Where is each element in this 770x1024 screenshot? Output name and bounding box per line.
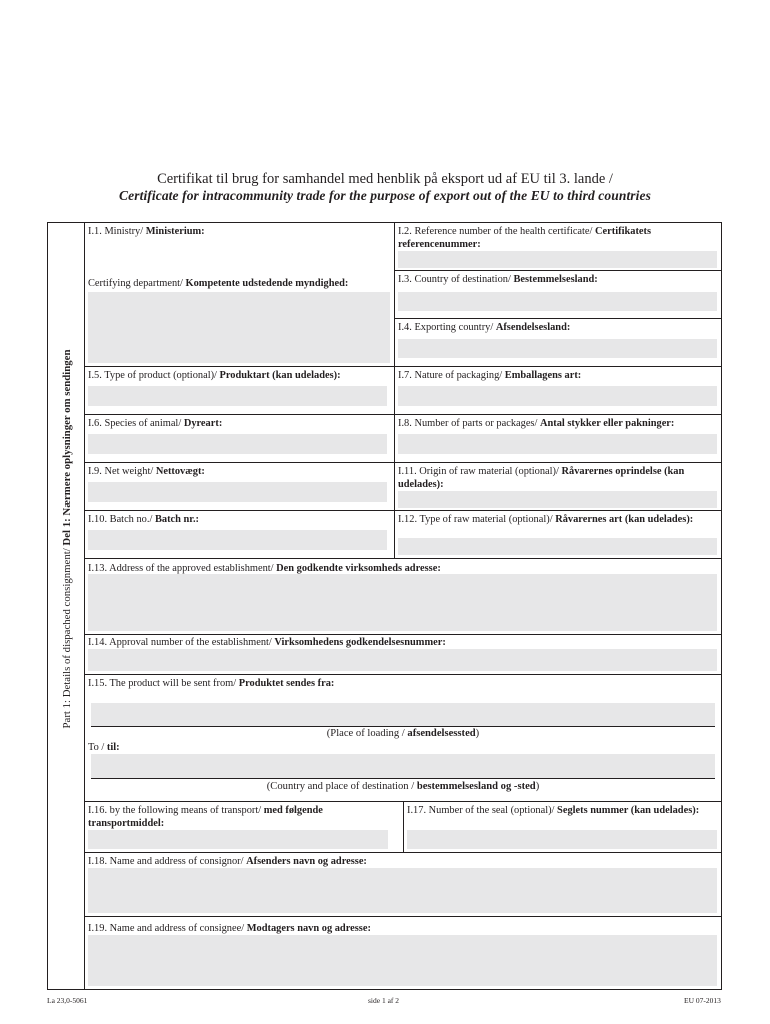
field-i17-seal-number[interactable] xyxy=(407,830,717,849)
field-i5-type-of-product[interactable] xyxy=(88,386,387,406)
label-en: I.4. Exporting country/ xyxy=(398,322,496,333)
part-divider xyxy=(84,222,85,990)
part1-side-label xyxy=(57,342,77,736)
label-da: med følgende transportmiddel: xyxy=(88,805,323,829)
label-en: To / xyxy=(88,742,107,753)
label-i17 xyxy=(407,804,717,817)
caption-end: ) xyxy=(535,781,540,792)
label-i5 xyxy=(88,369,341,382)
label-en: I.1. Ministry/ xyxy=(88,226,146,237)
label-en: I.9. Net weight/ xyxy=(88,466,156,477)
label-da: Afsendelsesland: xyxy=(495,322,571,333)
label-da: Kompetente udstedende myndighed: xyxy=(185,278,349,289)
field-i16-means-of-transport[interactable] xyxy=(88,830,388,849)
label-en: Certifying department/ xyxy=(88,278,186,289)
label-da: til: xyxy=(106,742,120,753)
frame-right xyxy=(721,222,722,990)
label-da: Modtagers navn og adresse: xyxy=(246,923,371,934)
field-i9-net-weight[interactable] xyxy=(88,482,387,502)
row-sep xyxy=(84,510,722,511)
label-da: Antal stykker eller pakninger: xyxy=(539,418,675,429)
label-da: Certifikatets referencenummer: xyxy=(398,226,652,250)
label-en: I.12. Type of raw material (optional)/ xyxy=(398,514,556,525)
field-i11-origin-raw-material[interactable] xyxy=(398,491,717,508)
field-i18-consignor[interactable] xyxy=(88,868,717,913)
label-da: Virksomhedens godkendelsesnummer: xyxy=(274,637,446,648)
row-sep xyxy=(394,318,722,319)
row-sep xyxy=(84,634,722,635)
label-da: Nettovægt: xyxy=(155,466,205,477)
field-i7-nature-of-packaging[interactable] xyxy=(398,386,717,406)
label-i8 xyxy=(398,417,674,430)
row-sep xyxy=(84,916,722,917)
caption-place-of-loading xyxy=(91,728,715,739)
label-i7 xyxy=(398,369,581,382)
label-en: I.13. Address of the approved establishment/ xyxy=(88,563,277,574)
field-i10-batch-no[interactable] xyxy=(88,530,387,550)
field-i2-reference-number[interactable] xyxy=(398,251,717,268)
field-i4-exporting-country[interactable] xyxy=(398,339,717,358)
caption-da: afsendelsessted xyxy=(407,728,476,739)
label-da: Afsenders navn og adresse: xyxy=(246,856,367,867)
label-da: Batch nr.: xyxy=(154,514,200,525)
label-en: I.15. The product will be sent from/ xyxy=(88,678,239,689)
caption-en: (Place of loading / xyxy=(326,728,408,739)
underline-destination xyxy=(91,778,715,779)
label-da: Produktart (kan udelades): xyxy=(219,370,341,381)
label-to xyxy=(88,741,120,754)
row-sep xyxy=(84,366,722,367)
row-sep xyxy=(84,414,722,415)
label-en: I.18. Name and address of consignor/ xyxy=(88,856,247,867)
label-da: Dyreart: xyxy=(183,418,223,429)
caption-da: bestemmelsesland og -sted xyxy=(416,781,536,792)
label-da: Produktet sendes fra: xyxy=(238,678,335,689)
field-i12-type-raw-material[interactable] xyxy=(398,538,717,555)
caption-destination xyxy=(91,781,715,792)
row-sep xyxy=(84,558,722,559)
label-i1 xyxy=(88,225,205,238)
field-certifying-dept[interactable] xyxy=(88,292,390,363)
label-en: I.6. Species of animal/ xyxy=(88,418,184,429)
label-en: I.10. Batch no./ xyxy=(88,514,155,525)
label-da: Bestemmelsesland: xyxy=(513,274,598,285)
label-i6 xyxy=(88,417,222,430)
row-sep xyxy=(84,462,722,463)
label-en: I.2. Reference number of the health certificate/ xyxy=(398,226,596,237)
label-i3 xyxy=(398,273,598,286)
label-en: I.3. Country of destination/ xyxy=(398,274,514,285)
title-english: Certificate for intracommunity trade for the purpose of export out of the EU to third countries xyxy=(119,188,651,203)
label-i10 xyxy=(88,513,199,526)
label-en: I.8. Number of parts or packages/ xyxy=(398,418,540,429)
label-en: I.11. Origin of raw material (optional)/ xyxy=(398,466,562,477)
label-da: Den godkendte virksomheds adresse: xyxy=(276,563,441,574)
label-i2 xyxy=(398,225,716,251)
label-i16 xyxy=(88,804,388,830)
frame-bottom xyxy=(47,989,722,990)
field-i14-approval-number[interactable] xyxy=(88,649,717,671)
label-i12 xyxy=(398,513,716,526)
label-en: I.5. Type of product (optional)/ xyxy=(88,370,220,381)
field-i6-species-of-animal[interactable] xyxy=(88,434,387,454)
label-en: I.7. Nature of packaging/ xyxy=(398,370,505,381)
label-en: I.17. Number of the seal (optional)/ xyxy=(407,805,558,816)
label-da: Råvarernes art (kan udelades): xyxy=(555,514,694,525)
footer-version: EU 07-2013 xyxy=(684,996,721,1005)
col-sep xyxy=(403,801,404,853)
label-en: I.14. Approval number of the establishment/ xyxy=(88,637,275,648)
label-i9 xyxy=(88,465,205,478)
row-sep xyxy=(394,270,722,271)
underline-place-of-loading xyxy=(91,726,715,727)
field-i15-place-of-loading[interactable] xyxy=(91,703,715,726)
label-da: Råvarernes oprindelse (kan udelades): xyxy=(398,466,685,490)
label-i14 xyxy=(88,636,446,649)
label-da: Ministerium: xyxy=(145,226,205,237)
label-i19 xyxy=(88,922,371,935)
side-label-da: Del 1: Nærmere oplysninger om sendingen xyxy=(61,349,73,546)
label-da: Seglets nummer (kan udelades): xyxy=(557,805,700,816)
frame-top xyxy=(47,222,722,223)
label-i11 xyxy=(398,465,716,491)
frame-left xyxy=(47,222,48,990)
label-en: I.16. by the following means of transport/ xyxy=(88,805,264,816)
field-i13-establishment-address[interactable] xyxy=(88,574,717,631)
footer-page-number: side 1 af 2 xyxy=(368,996,400,1005)
row-sep xyxy=(84,674,722,675)
field-i19-consignee[interactable] xyxy=(88,935,717,986)
col-sep xyxy=(394,222,395,559)
label-i15 xyxy=(88,677,334,690)
footer-form-code: La 23,0-5061 xyxy=(47,996,88,1005)
label-certifying-dept xyxy=(88,277,348,290)
caption-en: (Country and place of destination / xyxy=(266,781,417,792)
field-i3-country-destination[interactable] xyxy=(398,292,717,311)
title-danish: Certifikat til brug for samhandel med henblik på eksport ud af EU til 3. lande / xyxy=(157,171,613,187)
side-label-en: Part 1: Details of dispached consignment/ xyxy=(61,545,73,729)
label-da: Emballagens art: xyxy=(504,370,582,381)
label-i4 xyxy=(398,321,570,334)
label-i18 xyxy=(88,855,367,868)
caption-end: ) xyxy=(475,728,480,739)
field-i8-number-of-packages[interactable] xyxy=(398,434,717,454)
label-en: I.19. Name and address of consignee/ xyxy=(88,923,247,934)
field-country-place-destination[interactable] xyxy=(91,754,715,778)
